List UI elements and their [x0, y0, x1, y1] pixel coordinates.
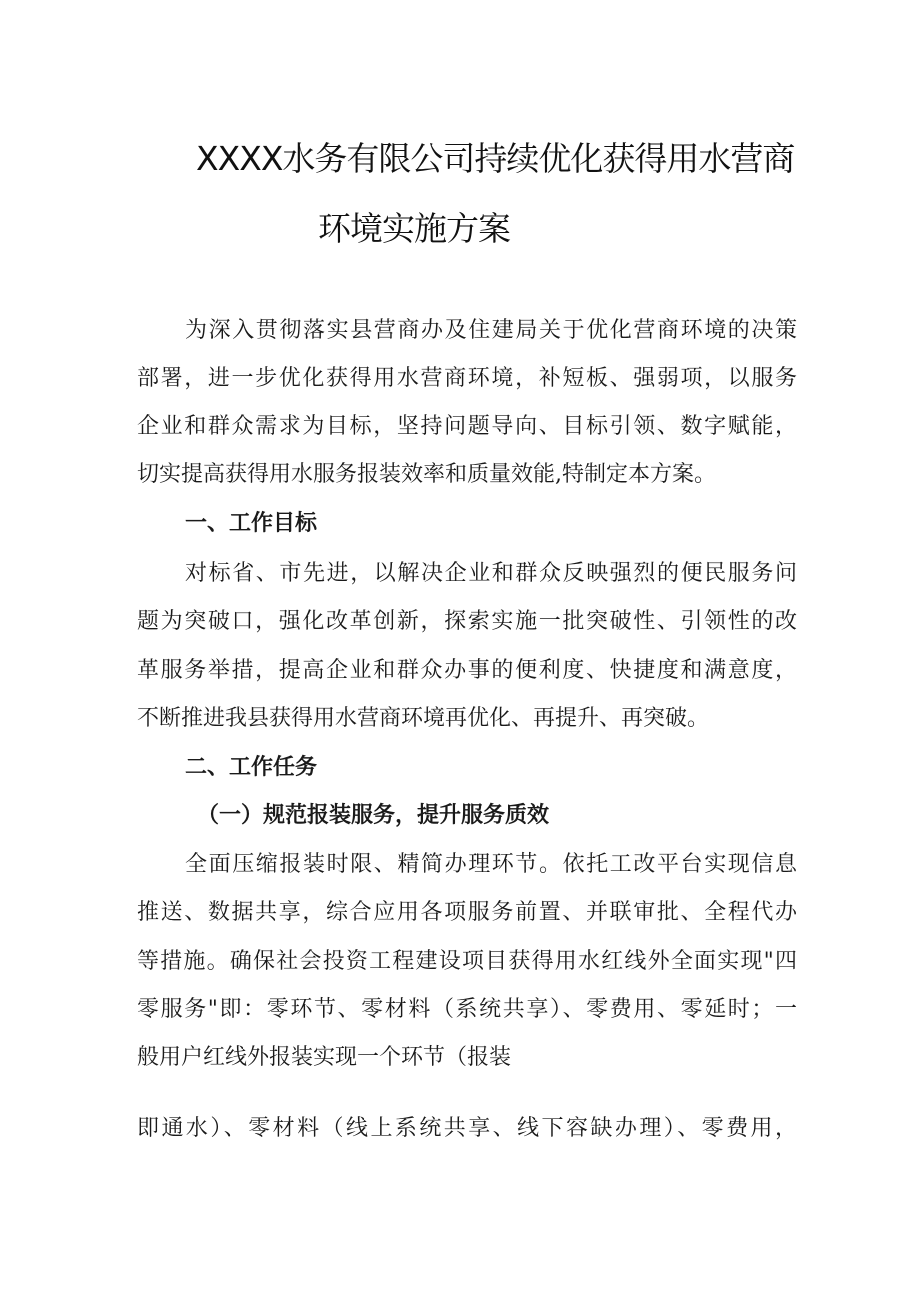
- document-title-line-1: XXXX水务有限公司持续优化获得用水营商: [196, 139, 795, 178]
- subsection1-line: 全面压缩报装时限、精简办理环节。依托工改平台实现信息: [185, 852, 797, 877]
- section1-line: 对标省、市先进，以解决企业和群众反映强烈的便民服务问: [185, 561, 797, 586]
- subsection-heading: （一）规范报装服务，提升服务质效: [197, 803, 550, 828]
- document-title-line-2: 环境实施方案: [318, 209, 510, 248]
- section1-line: 题为突破口，强化改革创新，探索实施一批突破性、引领性的改: [137, 609, 797, 634]
- continuation-line: 即通水）、零材料（线上系统共享、线下容缺办理）、零费用，: [137, 1116, 797, 1141]
- subsection1-line: 零服务"即：零环节、零材料（系统共享）、零费用、零延时；一: [137, 997, 797, 1022]
- section-heading-tasks: 二、工作任务: [185, 755, 318, 780]
- section1-line: 不断推进我县获得用水营商环境再优化、再提升、再突破。: [137, 706, 710, 731]
- intro-line: 为深入贯彻落实县营商办及住建局关于优化营商环境的决策: [185, 318, 797, 343]
- subsection1-line: 推送、数据共享，综合应用各项服务前置、并联审批、全程代办: [137, 900, 797, 925]
- intro-line: 企业和群众需求为目标，坚持问题导向、目标引领、数字赋能，: [137, 414, 797, 439]
- section1-line: 革服务举措，提高企业和群众办事的便利度、快捷度和满意度，: [137, 658, 797, 683]
- subsection1-line: 般用户红线外报装实现一个环节（报装: [137, 1045, 512, 1070]
- section-heading-goals: 一、工作目标: [185, 511, 318, 536]
- subsection1-line: 等措施。确保社会投资工程建设项目获得用水红线外全面实现"四: [137, 949, 797, 974]
- intro-line: 部署，进一步优化获得用水营商环境，补短板、强弱项，以服务: [137, 366, 797, 391]
- intro-line: 切实提高获得用水服务报装效率和质量效能,特制定本方案。: [137, 462, 716, 487]
